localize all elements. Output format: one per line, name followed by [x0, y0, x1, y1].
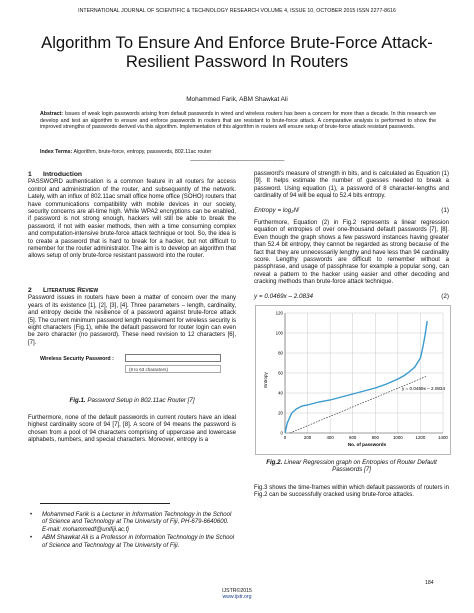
section-paragraph: Furthermore, none of the default passwords in current routers have an ideal highest cardinality score of 94 [7], [8]. A score of 94 means the password is chosen from a pool of 94 characters comprising of uppercase and lowercase alphabets, numbers, and special characters. Moreover, entropy is a [28, 415, 236, 444]
footer [0, 588, 474, 601]
right-column-closing [254, 485, 449, 500]
y-tick-label: 120 [275, 310, 283, 316]
section-literature-review [28, 287, 236, 347]
abstract [40, 111, 436, 131]
footnote-item [28, 512, 236, 534]
footnote-rule [40, 503, 170, 504]
page-number: 184 [425, 580, 434, 586]
right-column-text [254, 171, 449, 300]
caption-label: Fig.1. [69, 397, 86, 404]
x-tick-label: 800 [371, 435, 379, 440]
trendline-annotation: y = 0.0469x – 2.0834 [402, 386, 446, 391]
figure-1-caption [28, 397, 236, 404]
caption-text: Linear Regression graph on Entropies of Router Default Passwords [7] [282, 459, 437, 473]
x-tick-label: 600 [349, 435, 357, 440]
index-terms-text: Algorithm, brute-force, entropy, passwords, 802.11ac router [72, 149, 212, 155]
section-paragraph: Password issues in routers have been a matter of concern over the many years of its existence [1], [2], [3], [4]. Three parameters – length, cardinality, and entropy decide the resilience of a password against brute-force attack [5]. The current minimum password length requirement for wireless security is eight characters (Fig.1), while the default password for router login can even be zero character (no password). These need revision to 12 characters [6], [7]. [28, 295, 236, 346]
password-length-hint: (8 to 63 characters) [125, 365, 221, 373]
x-tick-label: 1200 [415, 435, 426, 440]
x-axis-label: No. of passwords [347, 442, 387, 447]
equation-text: Entropy = log₂Nˡ [254, 206, 299, 214]
abstract-label: Abstract: [40, 111, 64, 117]
footnote-text: ABM Shawkat Ali is a Professor in Information Technology in the School of Science and Technology at The University of Fiji. [42, 535, 235, 549]
bullet-icon: • [30, 535, 33, 542]
journal-header: INTERNATIONAL JOURNAL OF SCIENTIFIC & TECHNOLOGY RESEARCH VOLUME 4, ISSUE 10, OCTOBER 2015 ISSN 2277-8616 [78, 8, 396, 14]
y-tick-label: 0 [280, 430, 283, 436]
equation-text: y = 0.0469x – 2.0834 [254, 292, 313, 300]
entropy-paragraph: password's measure of strength in bits, and is calculated as Equation (1) [9]. It helps estimate the number of guesses needed to break a password. Using equation (1), a password of 8 character-lengths and cardinality of 94 will be equal to 52.4 bits entropy. [254, 171, 449, 200]
header-rule: ———————————————————— [190, 158, 284, 164]
regression-chart [255, 305, 451, 455]
y-tick-label: 20 [278, 410, 283, 416]
y-tick-label: 100 [275, 330, 283, 336]
index-terms-label: Index Terms: [40, 149, 73, 155]
journal-link[interactable]: www.ijstr.org [222, 594, 252, 601]
section-paragraph: PASSWORD authentication is a common feature in all routers for access control and administration of the router, and subsequently of the network. Lately, with an influx of 802.11ac small office home office (SOHO) routers that have communications compatibility with mobile devices in our society, security concerns are all-time high. While WPA2 encryptions can be enabled, if password is not strong enough, hackers will still be able to break the password, if not with easier methods, then with a time consuming complex and computation-intensive brute-force attack technique or tool. So, the idea is to create a password that is hard to break for a hacker, but not difficult to remember for the router administrator. The aim is to develop an algorithm that allows setup of only brute-force resistant password into the router. [28, 179, 236, 260]
y-axis-label: Entropy [263, 372, 268, 388]
y-tick-label: 40 [278, 390, 283, 396]
x-tick-label: 0 [283, 435, 287, 440]
equation-1 [254, 207, 449, 214]
figure-2-chart [255, 305, 451, 455]
y-tick-label: 60 [278, 370, 283, 376]
copyright: IJSTR©2015 [222, 588, 252, 594]
section-title: Introduction [43, 171, 83, 178]
footnote-text: Mohammed Farik is a Lecturer in Information Technology in the School of Science and Technology at The University of Fiji, PH-679-6640600. E-mail: mohammedf@unifiji.ac.fj [42, 512, 232, 533]
section-heading [28, 287, 236, 294]
section-title: Literature Review [43, 287, 99, 294]
x-tick-label: 1400 [438, 435, 448, 440]
author-footnotes [28, 512, 236, 551]
equation-number: (2) [441, 292, 449, 300]
y-tick-label: 80 [278, 350, 283, 356]
section-heading [28, 171, 236, 178]
x-tick-label: 400 [326, 435, 334, 440]
paper-title: Algorithm To Ensure And Enforce Brute-Force Attack-Resilient Password In Routers [41, 33, 433, 71]
index-terms [40, 149, 436, 156]
equation-number: (1) [441, 206, 449, 214]
regression-paragraph: Furthermore, Equation (2) in Fig.2 represents a linear regression equation of entropies of over one-thousand default passwords [7], [8]. Even though the graph shows a few password instances having greater than 52.4 bit entropy, they cannot be regarded as strong because of the fact that they are unnecessarily lengthy and have less than 94 cardinality score. Lengthy passwords are difficult to remember without a passphrase, and usage of passphrase for example a popular song, can reveal a pattern to the hacker using easier and other decoding and cracking methods than brute-force attack technique. [254, 220, 449, 286]
abstract-text: Issues of weak login passwords arising from default passwords in wired and wireless routers has been a concern for more than a decade. In this research we develop and test an algorithm to ensure and enforce passwords in routers that are resistant to brute-force attack. A comparative analysis is performed to show the improved strengths of passwords derived via this algorithm. Implementation of this algorithm in routers will ensure setup of brute-force attack resistant passwords. [40, 111, 436, 131]
fig3-paragraph: Fig.3 shows the time-frames within which default passwords of routers in Fig.2 can be successfully cracked using brute-force attacks. [254, 485, 449, 499]
x-tick-label: 1000 [392, 435, 403, 440]
figure-2-caption [254, 459, 449, 473]
literature-review-continued [28, 415, 236, 445]
section-number: 1 [28, 171, 32, 178]
authors: Mohammed Farik, ABM Shawkat Ali [186, 96, 288, 103]
footnote-item [28, 535, 236, 550]
bullet-icon: • [30, 512, 33, 518]
section-introduction [28, 171, 236, 261]
section-number: 2 [28, 287, 32, 294]
caption-text: Password Setup in 802.11ac Router [7] [85, 397, 195, 404]
wireless-password-label: Wireless Security Password : [40, 356, 114, 362]
wireless-password-input[interactable] [125, 354, 221, 362]
figure-1-password-setup [36, 348, 236, 400]
equation-2 [254, 293, 449, 300]
x-tick-label: 200 [303, 435, 312, 440]
caption-label: Fig.2. [266, 459, 283, 466]
